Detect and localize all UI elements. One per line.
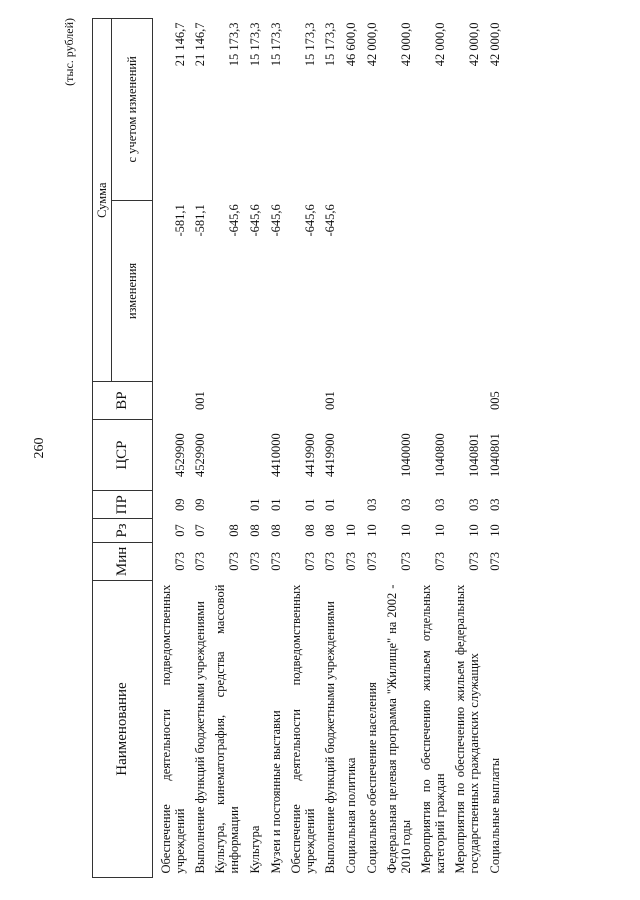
cell-change	[450, 200, 484, 382]
cell-csr	[361, 419, 382, 490]
cell-name: Выполнение функций бюджетными учреждениями	[193, 601, 207, 874]
cell-csr: 4410000	[269, 433, 283, 477]
cell-vr	[361, 382, 382, 420]
cell-name: Федеральная целевая программа "Жилище" на 2002 - 2010 годы	[385, 584, 413, 874]
cell-name: Обеспечение деятельности подведомственных учреждений	[159, 584, 187, 874]
cell-pr: 09	[173, 498, 187, 512]
table-row	[382, 19, 416, 878]
cell-min: 073	[365, 551, 379, 571]
cell-rz: 07	[193, 524, 207, 537]
cell-name: Социальные выплаты	[488, 757, 502, 874]
cell-pr: 01	[303, 498, 317, 512]
cell-csr: 1040000	[399, 433, 413, 477]
cell-pr	[340, 491, 361, 519]
cell-total: 15 173,3	[269, 22, 283, 67]
cell-name: Обеспечение деятельности подведомственных учреждений	[289, 584, 317, 874]
cell-min: 073	[193, 551, 207, 571]
cell-pr	[210, 491, 244, 519]
cell-change: -581,1	[193, 204, 207, 237]
cell-name: Социальное обеспечение населения	[365, 682, 379, 874]
cell-min: 073	[344, 551, 358, 571]
cell-csr	[244, 419, 265, 490]
cell-min: 073	[488, 551, 502, 571]
table-body	[153, 19, 506, 878]
cell-rz: 10	[344, 524, 358, 537]
table-row	[190, 19, 210, 878]
col-header-name: Наименование	[93, 581, 153, 878]
cell-total: 15 173,3	[323, 22, 337, 67]
cell-total: 42 000,0	[488, 22, 502, 67]
cell-name: Мероприятия по обеспечению жильем отдельных категорий граждан	[419, 584, 447, 874]
cell-min: 073	[173, 551, 187, 571]
cell-min: 073	[433, 551, 447, 571]
cell-change	[340, 200, 361, 382]
cell-rz: 07	[173, 524, 187, 537]
budget-table	[92, 18, 505, 878]
cell-pr: 01	[323, 498, 337, 512]
col-header-min: Мин	[93, 542, 153, 580]
cell-min: 073	[467, 551, 481, 571]
cell-vr	[450, 382, 484, 420]
cell-csr	[340, 419, 361, 490]
cell-change	[382, 200, 416, 382]
cell-min: 073	[269, 551, 283, 571]
col-header-with-change: с учетом изменений	[112, 19, 153, 201]
cell-csr: 4419900	[323, 433, 337, 477]
cell-pr: 03	[399, 498, 413, 512]
cell-name: Выполнение функций бюджетными учреждениями	[323, 601, 337, 874]
cell-csr: 1040801	[488, 433, 502, 477]
table-row	[340, 19, 361, 878]
cell-change: -645,6	[227, 204, 241, 237]
cell-min: 073	[303, 551, 317, 571]
cell-change	[361, 200, 382, 382]
table-row	[265, 19, 286, 878]
cell-total: 21 146,7	[173, 22, 187, 67]
cell-rz: 10	[488, 524, 502, 537]
cell-change: -645,6	[323, 204, 337, 237]
cell-vr: 005	[488, 391, 502, 410]
cell-change: -645,6	[303, 204, 317, 237]
units-note: (тыс. рублей)	[62, 18, 76, 86]
cell-rz: 10	[365, 524, 379, 537]
cell-name: Культура	[248, 825, 262, 874]
cell-rz: 08	[323, 524, 337, 537]
cell-min: 073	[399, 551, 413, 571]
cell-name: Мероприятия по обеспечению жильем федеральных государственных гражданских служащих	[453, 584, 481, 874]
cell-change: -645,6	[248, 204, 262, 237]
cell-rz: 10	[433, 524, 447, 537]
table-row	[244, 19, 265, 878]
cell-rz: 08	[303, 524, 317, 537]
cell-vr: 001	[193, 391, 207, 410]
cell-total: 15 173,3	[303, 22, 317, 67]
cell-vr	[286, 382, 320, 420]
cell-min: 073	[248, 551, 262, 571]
cell-pr: 03	[467, 498, 481, 512]
col-header-sum: Сумма	[93, 19, 112, 382]
cell-total: 21 146,7	[193, 22, 207, 67]
cell-csr: 1040801	[467, 433, 481, 477]
cell-pr: 03	[433, 498, 447, 512]
table-row	[484, 19, 505, 878]
cell-vr	[210, 382, 244, 420]
cell-csr: 4529900	[173, 433, 187, 477]
cell-vr: 001	[323, 391, 337, 410]
cell-change	[484, 200, 505, 382]
cell-vr	[153, 382, 191, 420]
table-row	[286, 19, 320, 878]
cell-csr: 4529900	[193, 433, 207, 477]
cell-pr: 09	[193, 498, 207, 512]
col-header-pr: ПР	[93, 491, 153, 519]
cell-vr	[340, 382, 361, 420]
cell-min: 073	[323, 551, 337, 571]
col-header-csr: ЦСР	[93, 419, 153, 490]
table-row	[210, 19, 244, 878]
cell-csr	[210, 419, 244, 490]
cell-name: Социальная политика	[344, 757, 358, 874]
table-row	[320, 19, 340, 878]
cell-rz: 08	[269, 524, 283, 537]
cell-pr: 03	[365, 498, 379, 512]
cell-change	[416, 200, 450, 382]
cell-vr	[382, 382, 416, 420]
cell-vr	[416, 382, 450, 420]
col-header-change: изменения	[112, 200, 153, 382]
cell-change: -581,1	[173, 204, 187, 237]
header-row	[93, 19, 112, 878]
cell-pr: 01	[269, 498, 283, 512]
cell-csr: 1040800	[433, 433, 447, 477]
cell-rz: 08	[248, 524, 262, 537]
cell-rz: 10	[399, 524, 413, 537]
page-number: 260	[32, 437, 47, 459]
cell-vr	[265, 382, 286, 420]
cell-min: 073	[227, 551, 241, 571]
cell-rz: 08	[227, 524, 241, 537]
cell-pr: 01	[248, 498, 262, 512]
table-row	[416, 19, 450, 878]
cell-rz: 10	[467, 524, 481, 537]
table-row	[153, 19, 191, 878]
cell-total: 46 600,0	[344, 22, 358, 67]
cell-change: -645,6	[269, 204, 283, 237]
cell-total: 42 000,0	[467, 22, 481, 67]
cell-name: Музеи и постоянные выставки	[269, 710, 283, 874]
table-row	[361, 19, 382, 878]
cell-csr: 4419900	[303, 433, 317, 477]
cell-name: Культура, кинематография, средства массовой информации	[213, 584, 241, 874]
col-header-rz: Рз	[93, 519, 153, 542]
cell-total: 42 000,0	[433, 22, 447, 67]
cell-vr	[244, 382, 265, 420]
rotated-page	[52, 18, 612, 878]
table-row	[450, 19, 484, 878]
col-header-vr: ВР	[93, 382, 153, 420]
cell-total: 15 173,3	[227, 22, 241, 67]
cell-total: 15 173,3	[248, 22, 262, 67]
cell-pr: 03	[488, 498, 502, 512]
cell-total: 42 000,0	[399, 22, 413, 67]
cell-total: 42 000,0	[365, 22, 379, 67]
